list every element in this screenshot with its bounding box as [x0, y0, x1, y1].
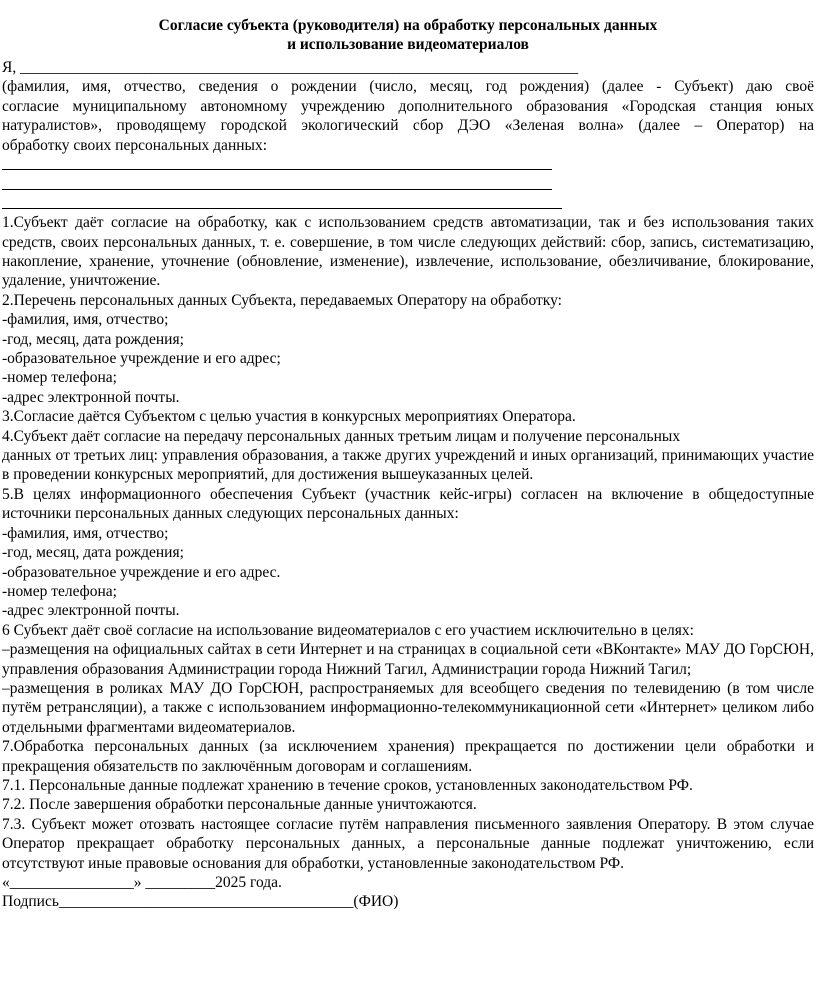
- paragraph-4-rest: данных от третьих лиц: управления образования, а также других учреждений и иных организаций, принимающих участие в проведении конкурсных мероприятий, для достижения вышеуказанных целей.: [2, 447, 814, 484]
- list-item: -образовательное учреждение и его адрес.: [2, 563, 281, 581]
- date-line: «________________» _________2025 года.: [2, 874, 282, 892]
- list-item: -адрес электронной почты.: [2, 602, 180, 620]
- list-item: -номер телефона;: [2, 582, 117, 600]
- ya-line: Я, ________________________________________________________________________: [2, 59, 579, 76]
- paragraph-7-3: 7.3. Субъект может отозвать настоящее согласие путём направления письменного заявления Оператору. В этом случае Оператор прекращает обработку персональных данных, а персональные данные подлежат уничтожению, если отсутствуют иные правовые основания для обработки, установленные законодательством РФ.: [2, 815, 814, 872]
- paragraph-2: 2.Перечень персональных данных Субъекта, передаваемых Оператору на обработку:: [2, 291, 562, 309]
- list-item: -номер телефона;: [2, 369, 117, 387]
- blank-line-3: [2, 194, 814, 213]
- document-title-line-2: и использование видеоматериалов: [287, 36, 529, 53]
- intro-line-3: натуралистов», проводящему городской экологический сбор ДЭО «Зеленая волна» (далее – Оператор) на: [2, 117, 814, 135]
- list-item: -адрес электронной почты.: [2, 388, 180, 406]
- paragraph-7-2: 7.2. После завершения обработки персональные данные уничтожаются.: [2, 796, 477, 814]
- paragraph-3: 3.Согласие даётся Субъектом с целью участия в конкурсных мероприятиях Оператора.: [2, 408, 576, 426]
- paragraph-5: 5.В целях информационного обеспечения Субъект (участник кейс-игры) согласен на включение в общедоступные источники персональных данных следующих персональных данных:: [2, 485, 814, 523]
- list-item: -год, месяц, дата рождения;: [2, 330, 184, 348]
- list-item: -фамилия, имя, отчество;: [2, 524, 169, 542]
- list-item: -фамилия, имя, отчество;: [2, 311, 169, 329]
- paragraph-6b: –размещения в роликах МАУ ДО ГорСЮН, распространяемых для всеобщего сведения по телевидению (в том числе путём ретрансляции), а также с использованием информационно-телекоммуникационной сети «Интернет» целиком либо отдельными фрагментами видеоматериалов.: [2, 679, 814, 736]
- document-body: [2, 58, 814, 912]
- paragraph-6a: –размещения на официальных сайтах в сети Интернет и на страницах в социальной сети «ВКонтакте» МАУ ДО ГорСЮН, управления образования Администрации города Нижний Тагил, Администрации города Нижний Тагил;: [2, 641, 814, 678]
- paragraph-7: 7.Обработка персональных данных (за исключением хранения) прекращается по достижении цели обработки и прекращения обязательств по заключённым договорам и соглашениям.: [2, 738, 814, 775]
- paragraph-1: 1.Субъект даёт согласие на обработку, как с использованием средств автоматизации, так и без использования таких средств, своих персональных данных, т. е. совершение, в том числе следующих действий: сбор, запись, систематизацию, накопление, хранение, уточнение (обновление, изменение), извлечение, использование, обезличивание, блокирование, удаление, уничтожение.: [2, 214, 814, 290]
- intro-line-4: обработку своих персональных данных:: [2, 136, 267, 154]
- document-title-line-1: Согласие субъекта (руководителя) на обработку персональных данных: [158, 17, 658, 34]
- blank-line-1: [2, 155, 814, 174]
- signature-line: Подпись______________________________________(ФИО): [2, 893, 399, 911]
- list-item: -образовательное учреждение и его адрес;: [2, 350, 281, 368]
- list-item: -год, месяц, дата рождения;: [2, 544, 184, 562]
- intro-line-2: согласие муниципальному автономному учреждению дополнительного образования «Городская станция юных: [2, 97, 814, 115]
- paragraph-7-1: 7.1. Персональные данные подлежат хранению в течение сроков, установленных законодательством РФ.: [2, 776, 693, 794]
- paragraph-6: 6 Субъект даёт своё согласие на использование видеоматериалов с его участием исключительно в целях:: [2, 621, 694, 639]
- blank-line-2: [2, 174, 814, 193]
- paragraph-4-line-1: 4.Субъект даёт согласие на передачу персональных данных третьим лицам и получение персональных: [2, 427, 681, 445]
- intro-line-1: (фамилия, имя, отчество, сведения о рождении (число, месяц, год рождения) (далее - Субъект) даю своё: [2, 78, 814, 96]
